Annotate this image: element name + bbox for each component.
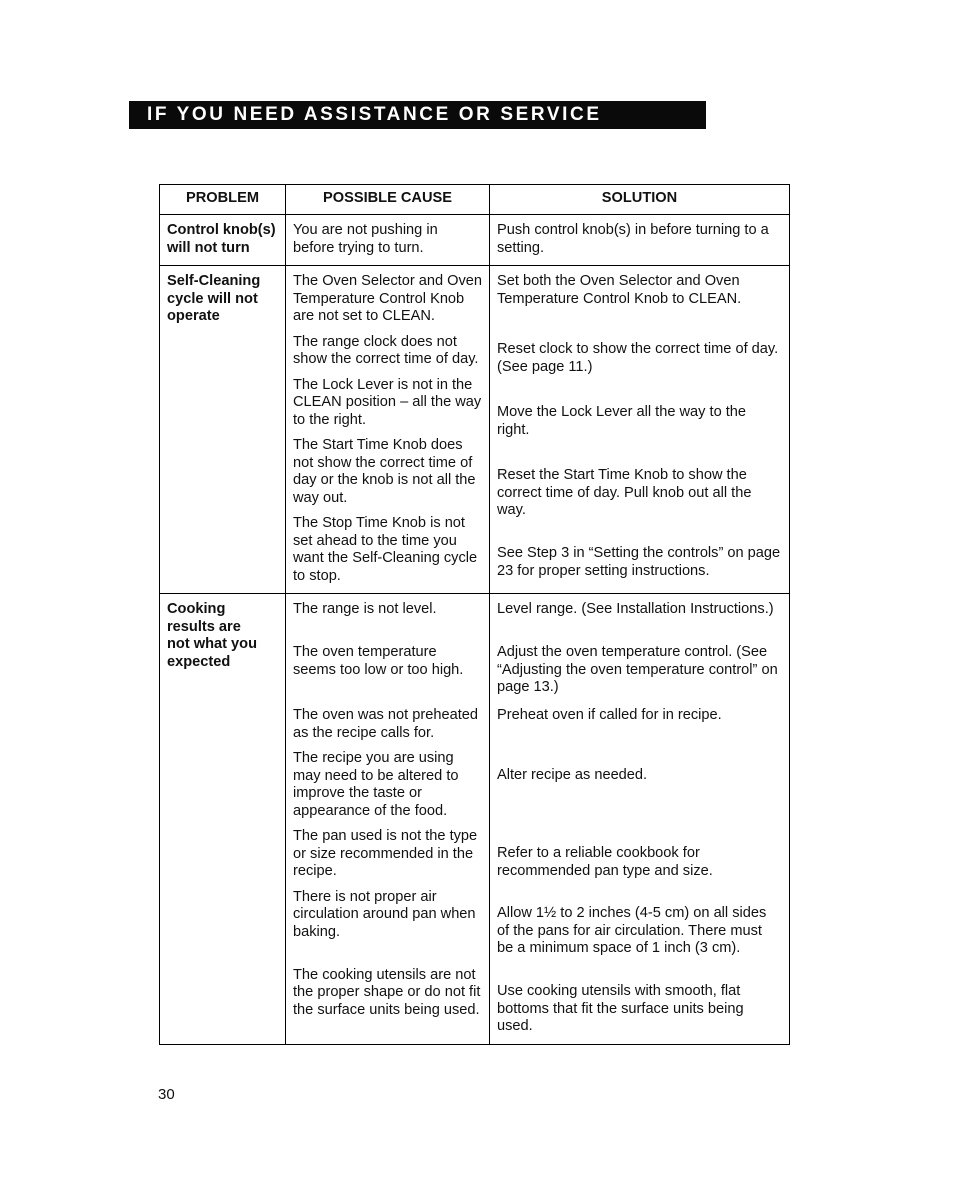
cause-text: The Lock Lever is not in the CLEAN position – all the way to the right. [293,376,482,428]
solution-cell [490,215,790,266]
section-header [129,101,706,129]
problem-cell: Control knob(s) will not turn [160,215,286,266]
column-header-cause: POSSIBLE CAUSE [286,185,490,215]
problem-cell: Cooking results are not what you expected [160,594,286,1045]
table-row [160,266,790,594]
cause-text: The range clock does not show the correct time of day. [293,333,479,367]
cause-text: The Start Time Knob does not show the correct time of day or the knob is not all the way out. [293,437,476,506]
solution-text: Reset clock to show the correct time of day. (See page 11.) [497,341,779,375]
section-title: IF YOU NEED ASSISTANCE OR SERVICE [147,104,602,125]
cause-text: There is not proper air circulation around pan when baking. [293,888,476,940]
cause-text: The recipe you are using may need to be altered to improve the taste or appearance of the food. [293,750,459,819]
page-number: 30 [158,1086,175,1103]
solution-text: Adjust the oven temperature control. (See “Adjusting the oven temperature control” on page 13.) [497,644,778,695]
cause-cell [286,266,490,594]
solution-text: Move the Lock Lever all the way to the right. [497,404,747,438]
cause-cell [286,594,490,1045]
problem-cell: Self-Cleaning cycle will not operate [160,266,286,594]
solution-text: Set both the Oven Selector and Oven Temperature Control Knob to CLEAN. [497,273,742,307]
solution-text: See Step 3 in “Setting the controls” on page 23 for proper setting instructions. [497,545,781,579]
solution-text: Level range. (See Installation Instructions.) [497,601,774,617]
cause-text: The Stop Time Knob is not set ahead to the time you want the Self-Cleaning cycle to stop. [293,515,478,584]
solution-text: Allow 1½ to 2 inches (4-5 cm) on all sides of the pans for air circulation. There must be a minimum space of 1 inch (3 cm). [497,905,767,956]
column-header-solution: SOLUTION [490,185,790,215]
solution-text: Alter recipe as needed. [497,767,648,783]
solution-text: Push control knob(s) in before turning to a setting. [497,222,769,256]
troubleshooting-table [159,184,790,1045]
cause-text: You are not pushing in before trying to turn. [293,222,438,256]
solution-text: Reset the Start Time Knob to show the correct time of day. Pull knob out all the way. [497,467,752,518]
solution-text: Preheat oven if called for in recipe. [497,707,722,723]
cause-text: The oven was not preheated as the recipe calls for. [293,707,478,741]
solution-cell [490,594,790,1045]
table-row [160,215,790,266]
solution-text: Refer to a reliable cookbook for recommended pan type and size. [497,845,713,879]
cause-cell [286,215,490,266]
cause-text: The pan used is not the type or size recommended in the recipe. [293,828,478,879]
solution-cell [490,266,790,594]
solution-text: Use cooking utensils with smooth, flat bottoms that fit the surface units being used. [497,983,744,1034]
table-header-row [160,185,790,215]
cause-text: The cooking utensils are not the proper shape or do not fit the surface units being used. [293,966,481,1018]
cause-text: The range is not level. [293,601,437,617]
cause-text: The Oven Selector and Oven Temperature Control Knob are not set to CLEAN. [293,273,483,324]
cause-text: The oven temperature seems too low or too high. [293,644,464,678]
table-row [160,594,790,1045]
column-header-problem: PROBLEM [160,185,286,215]
